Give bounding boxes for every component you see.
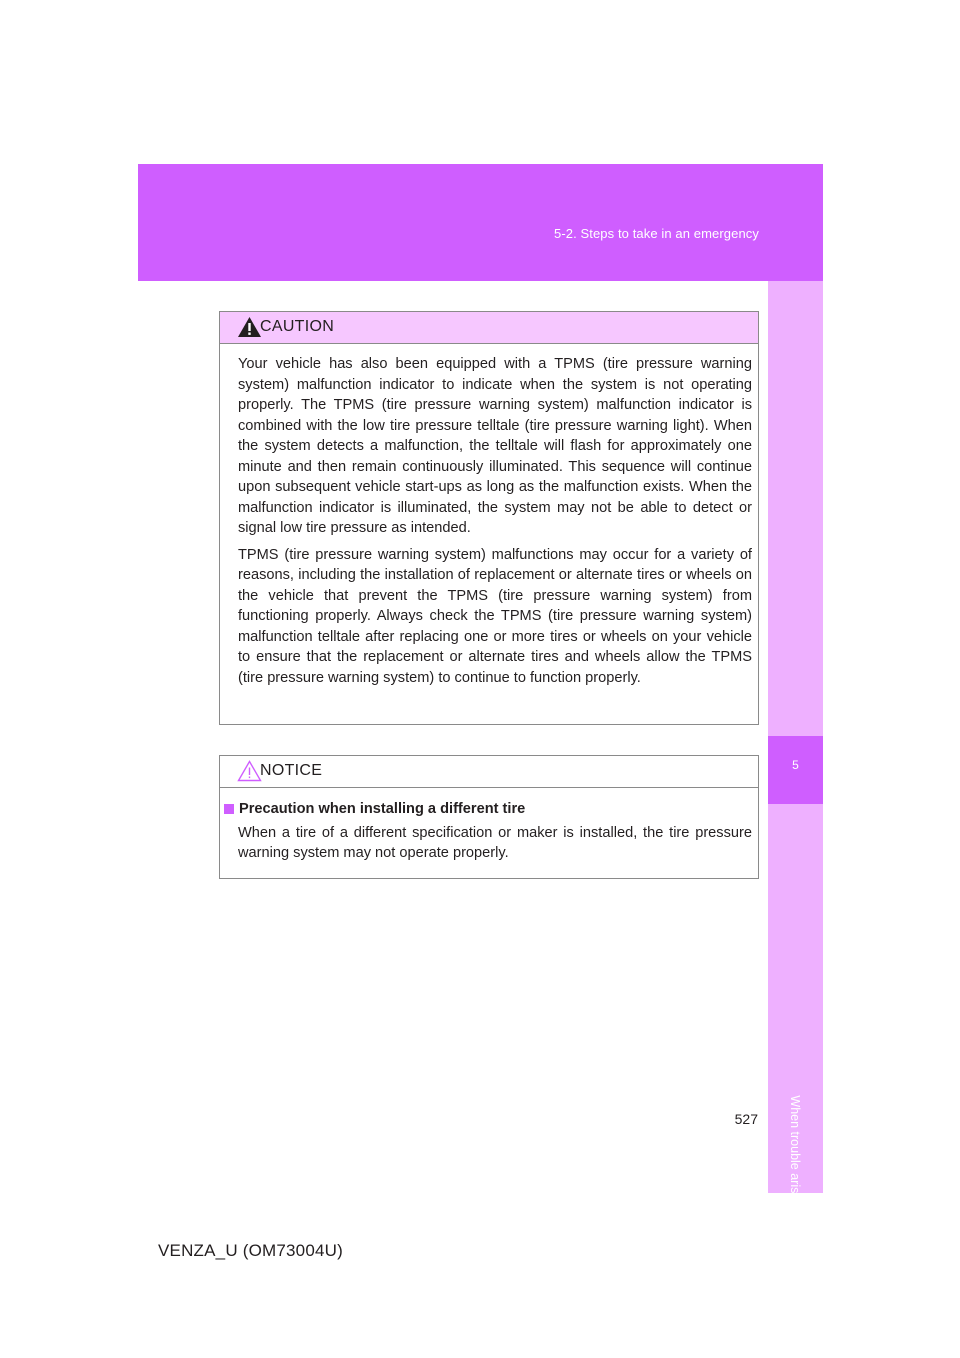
chapter-number: 5 <box>792 758 799 772</box>
manual-code: VENZA_U (OM73004U) <box>158 1241 343 1260</box>
caution-header <box>220 312 758 344</box>
notice-heading-text: Precaution when installing a different tire <box>239 801 526 817</box>
notice-box <box>219 755 759 879</box>
notice-text: When a tire of a different specification or maker is installed, the tire pressure warning system may not operate properly. <box>238 824 752 861</box>
chapter-title: When trouble arises <box>788 1095 802 1207</box>
notice-title: NOTICE <box>260 762 323 779</box>
caution-paragraph-1: Your vehicle has also been equipped with a TPMS (tire pressure warning system) malfunction indicator to indicate when the system is not operating properly. The TPMS (tire pressure warning system) malfunction indicator is combined with the low tire pressure telltale (tire pressure warning light). When the system detects a malfunction, the telltale will flash for approximately one minute and then remain continuously illuminated. This sequence will continue upon subsequent vehicle start-ups as long as the malfunction exists. When the malfunction indicator is illuminated, the system may not be able to detect or signal low tire pressure as intended. <box>238 356 752 536</box>
caution-body <box>220 344 758 688</box>
warning-triangle-filled-icon <box>237 316 262 338</box>
notice-body <box>220 788 758 864</box>
header-band <box>138 164 823 281</box>
caution-title: CAUTION <box>260 318 335 335</box>
notice-header <box>220 756 758 788</box>
page-number: 527 <box>734 1111 758 1127</box>
caution-paragraph-2: TPMS (tire pressure warning system) malfunctions may occur for a variety of reasons, including the installation of replacement or alternate tires or wheels on the vehicle that prevent the TPMS (tire pressure warning system) from functioning properly. Always check the TPMS (tire pressure warning system) malfunction telltale after replacing one or more tires or wheels on your vehicle to ensure that the replacement or alternate tires and wheels allow the TPMS (tire pressure warning system) to continue to function properly. <box>238 546 752 686</box>
chapter-side-tab <box>768 281 823 1207</box>
section-label: 5-2. Steps to take in an emergency <box>553 226 759 241</box>
chapter-number-block <box>768 736 823 804</box>
caution-box <box>219 311 759 725</box>
square-bullet-icon <box>224 804 234 814</box>
notice-heading <box>224 799 752 820</box>
warning-triangle-outline-icon <box>237 760 262 782</box>
